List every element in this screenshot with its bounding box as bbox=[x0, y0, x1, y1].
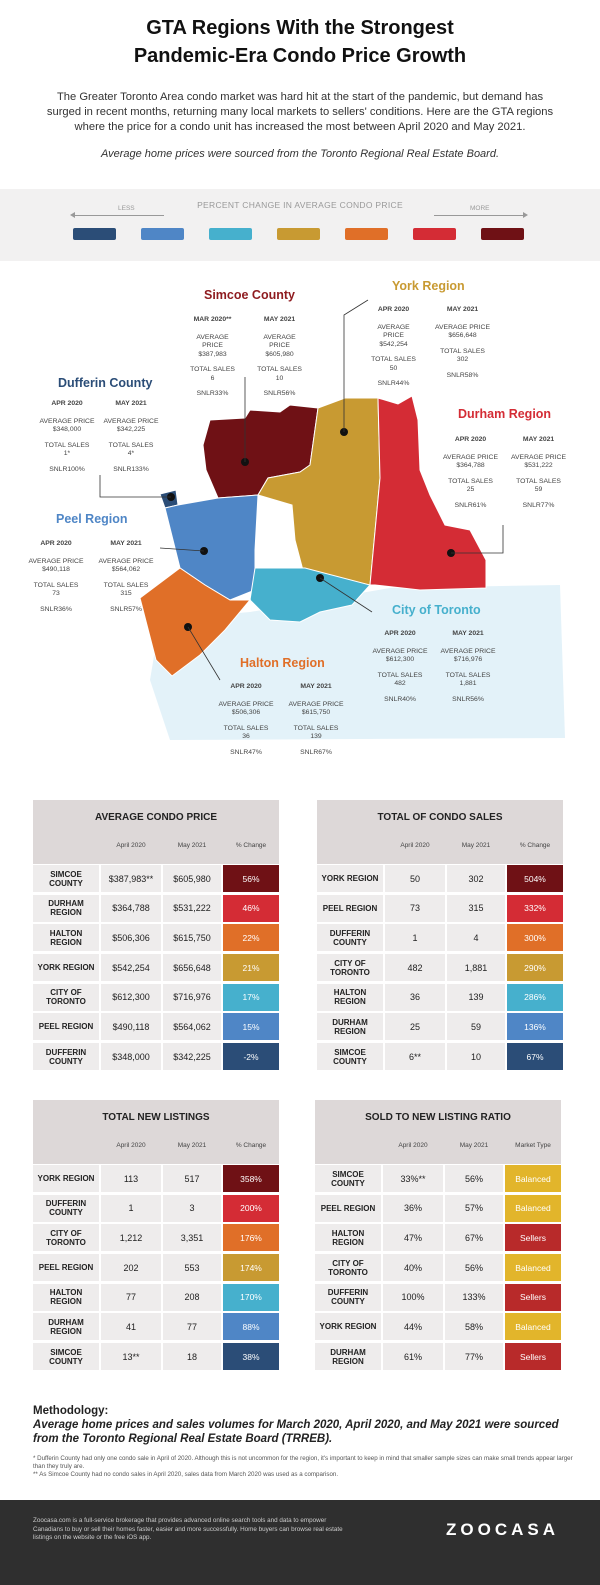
change-cell: 358% bbox=[223, 1165, 279, 1192]
table-title: AVERAGE CONDO PRICE bbox=[94, 812, 218, 823]
value-cell: 3 bbox=[163, 1195, 221, 1222]
column-header: April 2020 bbox=[398, 1142, 428, 1149]
peel-stats-2020: APR 2020 AVERAGE PRICE $490,118 TOTAL SALES 73 SNLR36% bbox=[28, 540, 84, 613]
legend-swatch-5 bbox=[345, 228, 388, 240]
legend-title: PERCENT CHANGE IN AVERAGE CONDO PRICE bbox=[197, 200, 403, 210]
change-cell: Balanced bbox=[505, 1254, 561, 1281]
value-cell: 1 bbox=[101, 1195, 161, 1222]
value-cell: 40% bbox=[383, 1254, 443, 1281]
region-cell: DURHAM REGION bbox=[33, 1313, 99, 1340]
title-line-2: Pandemic-Era Condo Price Growth bbox=[133, 45, 467, 67]
footer-text: Zoocasa.com is a full-service brokerage that provides advanced online search tools and data to empower Canadians to buy or sell their homes faster, easier and more successfully. Home buyers can browse real estate listings on the website or the free iOS app. bbox=[33, 1517, 343, 1541]
table-row bbox=[33, 1283, 279, 1313]
legend-less-label: LESS bbox=[118, 205, 135, 212]
value-cell: 113 bbox=[101, 1165, 161, 1192]
region-cell: DUFFERIN COUNTY bbox=[33, 1043, 99, 1070]
change-cell: 15% bbox=[223, 1013, 279, 1040]
change-cell: 22% bbox=[223, 924, 279, 951]
toronto-stats-2021: MAY 2021 AVERAGE PRICE $716,976 TOTAL SALES 1,881 SNLR56% bbox=[440, 630, 496, 703]
peel-label: Peel Region bbox=[56, 512, 128, 526]
dufferin-label: Dufferin County bbox=[58, 376, 153, 390]
halton-stats-2020: APR 2020 AVERAGE PRICE $506,306 TOTAL SALES 36 SNLR47% bbox=[218, 683, 274, 756]
value-cell: 6** bbox=[385, 1043, 445, 1070]
column-header: April 2020 bbox=[116, 842, 146, 849]
table-header bbox=[317, 800, 563, 864]
column-header: April 2020 bbox=[116, 1142, 146, 1149]
change-cell: 174% bbox=[223, 1254, 279, 1281]
region-cell: SIMCOE COUNTY bbox=[33, 865, 99, 892]
arrow-left-icon bbox=[72, 215, 164, 216]
value-cell: 208 bbox=[163, 1284, 221, 1311]
table-row bbox=[317, 923, 563, 953]
value-cell: 202 bbox=[101, 1254, 161, 1281]
change-cell: 136% bbox=[507, 1013, 563, 1040]
value-cell: $716,976 bbox=[163, 984, 221, 1011]
column-header: % Change bbox=[519, 842, 551, 849]
durham-stats-2021: MAY 2021 AVERAGE PRICE $531,222 TOTAL SALES 59 SNLR77% bbox=[510, 436, 567, 509]
table-title: TOTAL NEW LISTINGS bbox=[102, 1112, 210, 1123]
durham-label: Durham Region bbox=[458, 407, 552, 421]
table-row bbox=[315, 1342, 561, 1372]
legend-swatch-1 bbox=[73, 228, 116, 240]
value-cell: 482 bbox=[385, 954, 445, 981]
column-header: May 2021 bbox=[459, 1142, 489, 1149]
value-cell: 139 bbox=[447, 984, 505, 1011]
column-header: May 2021 bbox=[461, 842, 491, 849]
change-cell: Sellers bbox=[505, 1224, 561, 1251]
table-row bbox=[33, 1012, 279, 1042]
york-stats-2020: APR 2020 AVERAGE PRICE $542,254 TOTAL SALES 50 SNLR44% bbox=[371, 306, 416, 387]
region-cell: PEEL REGION bbox=[33, 1254, 99, 1281]
region-cell: YORK REGION bbox=[33, 1165, 99, 1192]
sold-to-new-listing-ratio-table bbox=[315, 1100, 561, 1372]
title-line-1: GTA Regions With the Strongest bbox=[146, 17, 454, 39]
value-cell: 1 bbox=[385, 924, 445, 951]
change-cell: Balanced bbox=[505, 1195, 561, 1222]
table-row bbox=[33, 1312, 279, 1342]
value-cell: 57% bbox=[445, 1195, 503, 1222]
dufferin-stats-2021: MAY 2021 AVERAGE PRICE $342,225 TOTAL SALES 4* SNLR133% bbox=[103, 400, 159, 473]
value-cell: $387,983** bbox=[101, 865, 161, 892]
color-legend bbox=[0, 189, 600, 261]
value-cell: 73 bbox=[385, 895, 445, 922]
total-condo-sales-table bbox=[317, 800, 563, 1072]
york-label: York Region bbox=[392, 279, 465, 293]
average-condo-price-table bbox=[33, 800, 279, 1072]
value-cell: 77 bbox=[163, 1313, 221, 1340]
value-cell: 1,212 bbox=[101, 1224, 161, 1251]
change-cell: 170% bbox=[223, 1284, 279, 1311]
footnotes bbox=[33, 1455, 573, 1479]
york-stats-2021: MAY 2021 AVERAGE PRICE $656,648 TOTAL SALES 302 SNLR58% bbox=[434, 306, 491, 379]
value-cell: 56% bbox=[445, 1254, 503, 1281]
durham-stats-2020: APR 2020 AVERAGE PRICE $364,788 TOTAL SALES 25 SNLR61% bbox=[442, 436, 499, 509]
region-cell: PEEL REGION bbox=[315, 1195, 381, 1222]
region-cell: SIMCOE COUNTY bbox=[33, 1343, 99, 1370]
region-cell: DURHAM REGION bbox=[317, 1013, 383, 1040]
region-cell: YORK REGION bbox=[315, 1313, 381, 1340]
table-header bbox=[315, 1100, 561, 1164]
value-cell: $542,254 bbox=[101, 954, 161, 981]
value-cell: $612,300 bbox=[101, 984, 161, 1011]
table-row bbox=[33, 1042, 279, 1072]
table-row bbox=[33, 864, 279, 894]
value-cell: 77 bbox=[101, 1284, 161, 1311]
region-cell: DUFFERIN COUNTY bbox=[315, 1284, 381, 1311]
value-cell: 100% bbox=[383, 1284, 443, 1311]
value-cell: 1,881 bbox=[447, 954, 505, 981]
value-cell: 4 bbox=[447, 924, 505, 951]
table-row bbox=[315, 1194, 561, 1224]
value-cell: 56% bbox=[445, 1165, 503, 1192]
change-cell: 56% bbox=[223, 865, 279, 892]
change-cell: 300% bbox=[507, 924, 563, 951]
change-cell: 17% bbox=[223, 984, 279, 1011]
arrow-right-icon bbox=[434, 215, 526, 216]
value-cell: 50 bbox=[385, 865, 445, 892]
change-cell: 286% bbox=[507, 984, 563, 1011]
region-cell: SIMCOE COUNTY bbox=[317, 1043, 383, 1070]
change-cell: Sellers bbox=[505, 1284, 561, 1311]
column-header: Market Type bbox=[515, 1142, 551, 1149]
value-cell: 315 bbox=[447, 895, 505, 922]
value-cell: 553 bbox=[163, 1254, 221, 1281]
value-cell: 25 bbox=[385, 1013, 445, 1040]
total-new-listings-table bbox=[33, 1100, 279, 1372]
value-cell: 517 bbox=[163, 1165, 221, 1192]
halton-label: Halton Region bbox=[240, 656, 325, 670]
change-cell: 504% bbox=[507, 865, 563, 892]
value-cell: 3,351 bbox=[163, 1224, 221, 1251]
change-cell: 290% bbox=[507, 954, 563, 981]
column-header: May 2021 bbox=[177, 842, 207, 849]
value-cell: 36 bbox=[385, 984, 445, 1011]
legend-swatch-7 bbox=[481, 228, 524, 240]
region-cell: HALTON REGION bbox=[317, 984, 383, 1011]
column-header: April 2020 bbox=[400, 842, 430, 849]
column-header: % Change bbox=[235, 1142, 267, 1149]
change-cell: 67% bbox=[507, 1043, 563, 1070]
simcoe-stats-2020: MAR 2020** AVERAGE PRICE $387,983 TOTAL SALES 6 SNLR33% bbox=[190, 316, 235, 397]
change-cell: Sellers bbox=[505, 1343, 561, 1370]
region-cell: CITY OF TORONTO bbox=[33, 1224, 99, 1251]
region-cell: DUFFERIN COUNTY bbox=[33, 1195, 99, 1222]
source-note: Average home prices were sourced from the Toronto Regional Real Estate Board. bbox=[100, 148, 500, 160]
change-cell: 38% bbox=[223, 1343, 279, 1370]
region-cell: YORK REGION bbox=[317, 865, 383, 892]
value-cell: 18 bbox=[163, 1343, 221, 1370]
region-cell: HALTON REGION bbox=[33, 924, 99, 951]
table-row bbox=[315, 1164, 561, 1194]
table-title: TOTAL OF CONDO SALES bbox=[377, 812, 503, 823]
toronto-label: City of Toronto bbox=[392, 603, 481, 617]
legend-swatch-3 bbox=[209, 228, 252, 240]
table-row bbox=[315, 1223, 561, 1253]
value-cell: $615,750 bbox=[163, 924, 221, 951]
legend-swatch-6 bbox=[413, 228, 456, 240]
table-row bbox=[33, 1164, 279, 1194]
region-cell: DURHAM REGION bbox=[33, 895, 99, 922]
table-row bbox=[315, 1312, 561, 1342]
methodology bbox=[33, 1404, 573, 1446]
value-cell: $564,062 bbox=[163, 1013, 221, 1040]
value-cell: 10 bbox=[447, 1043, 505, 1070]
value-cell: 33%** bbox=[383, 1165, 443, 1192]
change-cell: 88% bbox=[223, 1313, 279, 1340]
methodology-body: Average home prices and sales volumes for March 2020, April 2020, and May 2021 were sourced from the Toronto Regional Real Estate Board (TRREB). bbox=[33, 1419, 559, 1445]
value-cell: 44% bbox=[383, 1313, 443, 1340]
table-row bbox=[315, 1283, 561, 1313]
value-cell: 36% bbox=[383, 1195, 443, 1222]
simcoe-label: Simcoe County bbox=[204, 288, 295, 302]
table-row bbox=[33, 983, 279, 1013]
value-cell: $364,788 bbox=[101, 895, 161, 922]
value-cell: 77% bbox=[445, 1343, 503, 1370]
table-row bbox=[317, 894, 563, 924]
value-cell: 302 bbox=[447, 865, 505, 892]
table-row bbox=[315, 1253, 561, 1283]
methodology-heading: Methodology: bbox=[33, 1405, 109, 1417]
table-row bbox=[33, 953, 279, 983]
legend-swatch-2 bbox=[141, 228, 184, 240]
region-cell: CITY OF TORONTO bbox=[317, 954, 383, 981]
value-cell: $348,000 bbox=[101, 1043, 161, 1070]
change-cell: 46% bbox=[223, 895, 279, 922]
value-cell: $656,648 bbox=[163, 954, 221, 981]
value-cell: 13** bbox=[101, 1343, 161, 1370]
simcoe-stats-2021: MAY 2021 AVERAGE PRICE $605,980 TOTAL SALES 10 SNLR56% bbox=[257, 316, 302, 397]
legend-more-label: MORE bbox=[470, 205, 490, 212]
value-cell: 133% bbox=[445, 1284, 503, 1311]
change-cell: 332% bbox=[507, 895, 563, 922]
value-cell: $490,118 bbox=[101, 1013, 161, 1040]
region-cell: PEEL REGION bbox=[317, 895, 383, 922]
table-row bbox=[317, 953, 563, 983]
change-cell: 200% bbox=[223, 1195, 279, 1222]
region-cell: PEEL REGION bbox=[33, 1013, 99, 1040]
page-title bbox=[0, 14, 600, 70]
change-cell: -2% bbox=[223, 1043, 279, 1070]
value-cell: 61% bbox=[383, 1343, 443, 1370]
region-cell: YORK REGION bbox=[33, 954, 99, 981]
value-cell: $506,306 bbox=[101, 924, 161, 951]
footnote-1: * Dufferin County had only one condo sale in April of 2020. Although this is not uncommon for the region, it's important to keep in mind that smaller sample sizes can make small trends appear larger than they truly are. bbox=[33, 1455, 573, 1470]
table-row bbox=[33, 1194, 279, 1224]
peel-stats-2021: MAY 2021 AVERAGE PRICE $564,062 TOTAL SALES 315 SNLR57% bbox=[98, 540, 154, 613]
table-row bbox=[317, 1012, 563, 1042]
table-row bbox=[33, 1253, 279, 1283]
table-title: SOLD TO NEW LISTING RATIO bbox=[365, 1112, 511, 1123]
column-header: % Change bbox=[235, 842, 267, 849]
value-cell: $342,225 bbox=[163, 1043, 221, 1070]
footnote-2: ** As Simcoe County had no condo sales in April 2020, sales data from March 2020 was used as a comparison. bbox=[33, 1471, 339, 1478]
footer bbox=[0, 1500, 600, 1585]
table-row bbox=[33, 1223, 279, 1253]
value-cell: 59 bbox=[447, 1013, 505, 1040]
value-cell: $531,222 bbox=[163, 895, 221, 922]
value-cell: 47% bbox=[383, 1224, 443, 1251]
table-header bbox=[33, 800, 279, 864]
change-cell: 21% bbox=[223, 954, 279, 981]
intro-paragraph: The Greater Toronto Area condo market was hard hit at the start of the pandemic, but demand has surged in recent months, returning many local markets to sellers' conditions. Here are the GTA regions where the price for a condo unit has increased the most between April 2020 and May 2021. bbox=[46, 91, 554, 133]
table-row bbox=[33, 923, 279, 953]
change-cell: Balanced bbox=[505, 1165, 561, 1192]
legend-swatch-4 bbox=[277, 228, 320, 240]
table-row bbox=[317, 983, 563, 1013]
region-cell: SIMCOE COUNTY bbox=[315, 1165, 381, 1192]
table-row bbox=[33, 1342, 279, 1372]
table-row bbox=[317, 1042, 563, 1072]
value-cell: 58% bbox=[445, 1313, 503, 1340]
change-cell: 176% bbox=[223, 1224, 279, 1251]
value-cell: $605,980 bbox=[163, 865, 221, 892]
region-cell: CITY OF TORONTO bbox=[33, 984, 99, 1011]
halton-stats-2021: MAY 2021 AVERAGE PRICE $615,750 TOTAL SALES 139 SNLR67% bbox=[288, 683, 344, 756]
region-cell: HALTON REGION bbox=[33, 1284, 99, 1311]
toronto-stats-2020: APR 2020 AVERAGE PRICE $612,300 TOTAL SALES 482 SNLR40% bbox=[372, 630, 428, 703]
table-header bbox=[33, 1100, 279, 1164]
table-row bbox=[33, 894, 279, 924]
zoocasa-logo[interactable]: ZOOCASA bbox=[446, 1520, 559, 1539]
region-cell: CITY OF TORONTO bbox=[315, 1254, 381, 1281]
column-header: May 2021 bbox=[177, 1142, 207, 1149]
table-row bbox=[317, 864, 563, 894]
change-cell: Balanced bbox=[505, 1313, 561, 1340]
value-cell: 67% bbox=[445, 1224, 503, 1251]
region-cell: HALTON REGION bbox=[315, 1224, 381, 1251]
dufferin-stats-2020: APR 2020 AVERAGE PRICE $348,000 TOTAL SALES 1* SNLR100% bbox=[39, 400, 95, 473]
region-cell: DUFFERIN COUNTY bbox=[317, 924, 383, 951]
value-cell: 41 bbox=[101, 1313, 161, 1340]
region-cell: DURHAM REGION bbox=[315, 1343, 381, 1370]
